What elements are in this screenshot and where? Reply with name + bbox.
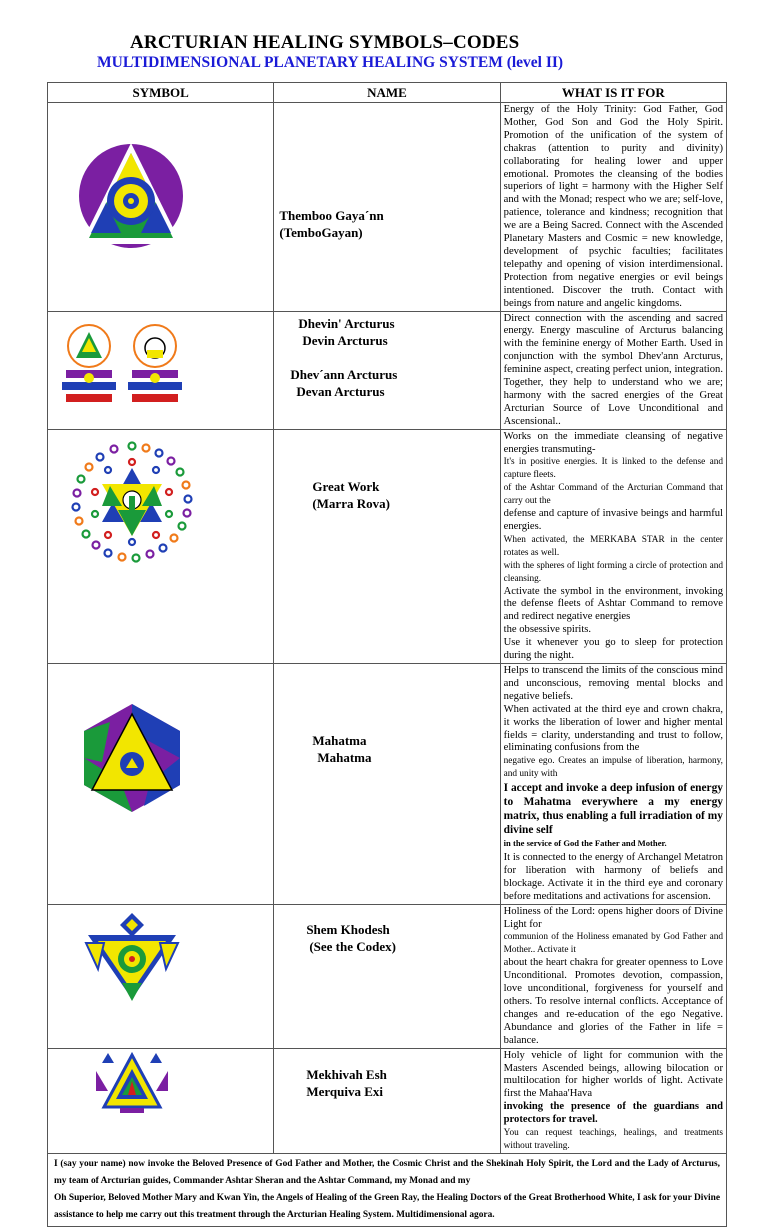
symbol-name-line: Dhevin' Arcturus [298,315,395,331]
symbol-name-line: Merquiva Exi [306,1083,384,1099]
document-title: ARCTURIAN HEALING SYMBOLS–CODES [130,32,520,53]
description-text: Energy of the Holy Trinity: God Father, God Mother, God Son and God the Holy Spirit. Promotion of the unification of the system of chakras (attention to purity and divinity) collaborating for healing lower and upper emotional. Promotes the cleansing of the bodies superiors of light = harmony with the Higher Self and with the Monad; respect who we are; self-love, patience, tolerance and kindness; recognition that we are a Being Sacred. Connect with the Ascended Planetary Masters and Cosmic = new knowledge, development of psychic faculties; facilitates telepathy and opening of vision interdimensional. Protection from negative energies or evil beings intentioned. Discover the truth. Contact with beings from nature and angelic kingdoms. [503,104,723,309]
table-row [48,103,727,312]
description-text: I accept and invoke a deep infusion of energy to Mahatma everywhere a my energy matrix, thus enabling a full irradiation of my divine self [503,782,723,837]
symbols-table [47,82,727,1227]
description-text: about the heart chakra for greater openness to Love Unconditional. Promotes devotion, compassion, love unconditional, forgiveness for yourself and others. To resolve internal conflicts. Acceptance of changes and re-education of the ego Negative. Abundance and glories of the Father in life = balance. [503,957,723,1046]
description-text: Activate the symbol in the environment, invoking the defense fleets of Ashtar Command to remove and redirect negative energies [503,585,723,623]
document-subtitle: MULTIDIMENSIONAL PLANETARY HEALING SYSTEM (level II) [97,54,564,71]
description-cell [500,103,726,312]
description-text: with the spheres of light forming a circle of protection and cleansing. [503,560,723,584]
symbol-name-line: Mekhivah Esh [306,1066,387,1082]
column-header-name: NAME [274,83,500,103]
symbol-cell [48,311,274,429]
invocation-cell [48,1153,727,1226]
description-text: Helps to transcend the limits of the conscious mind and unconscious, removing mental blocks and negative beliefs. [503,664,723,702]
name-cell [274,429,500,663]
symbol-cell [48,1048,274,1153]
name-cell [274,1048,500,1153]
invocation-text: I (say your name) now invoke the Beloved Presence of God Father and Mother, the Cosmic Christ and the Shekinah Holy Spirit, the Lord and the Lady of Arcturus, my team of Arcturian guides, Commander Ashtar Sheran and the Ashtar Command, my Monad and my [54,1158,720,1186]
description-text: invoking the presence of the guardians and protectors for travel. [503,1101,723,1126]
table-header-row [48,83,727,103]
description-text: It's in positive energies. It is linked to the defense and capture fleets. [503,457,723,481]
table-row [48,904,727,1048]
name-cell [274,663,500,904]
description-text: Use it whenever you go to sleep for protection during the night. [503,637,723,662]
description-text: When activated, the MERKABA STAR in the center rotates as well. [503,534,723,558]
invocation-text: Oh Superior, Beloved Mother Mary and Kwan Yin, the Angels of Healing of the Green Ray, the Healing Doctors of the Great Brotherhood White, I ask for your Divine assistance to help me carry out this treatment through the Arcturian Healing System. Multidimensional agora. [54,1192,720,1220]
symbol-name-line: (TemboGayan) [279,225,363,240]
symbol-name-line: Shem Khodesh [306,921,390,937]
symbol-cell [48,103,274,312]
symbol-name-line: Devan Arcturus [296,383,385,399]
symbol-name-line: Themboo Gaya´nn [279,208,384,223]
mekhivah-esh-symbol-icon [94,1051,170,1115]
description-text: Holy vehicle of light for communion with the Masters Ascended beings, allowing bilocation or multilocation for higher worlds of light. Activate first the Mahaa'Hava [503,1049,723,1100]
dhevin-arcturus-symbol-icon [58,322,120,404]
description-cell [500,1048,726,1153]
column-header-what: WHAT IS IT FOR [500,83,726,103]
description-text: defense and capture of invasive beings and harmful energies. [503,508,723,532]
column-header-symbol: SYMBOL [48,83,274,103]
symbol-name-line: (See the Codex) [309,938,396,954]
symbol-name-line: Mahatma [317,749,372,765]
description-text: You can request teachings, healings, and treatments without traveling. [503,1128,723,1151]
shem-khodesh-symbol-icon [82,911,182,1003]
description-cell [500,311,726,429]
name-cell [274,904,500,1048]
invocation-row [48,1153,727,1226]
symbol-name-line [298,349,397,366]
description-text: in the service of God the Father and Mother. [503,838,667,849]
description-text: negative ego. Creates an impulse of liberation, harmony, and unity with [503,756,723,780]
description-text: When activated at the third eye and crown chakra, it works the liberation of lower and higher mental fields = clarity, understanding and trust to follow, eliminating confusions from the [503,703,723,754]
symbol-cell [48,429,274,663]
symbol-cell [48,663,274,904]
symbol-cell [48,904,274,1048]
table-row [48,429,727,663]
symbol-name-line: (Marra Rova) [312,495,390,511]
themboo-gayann-symbol-icon [76,141,186,251]
symbol-name-line: Great Work [312,478,380,494]
description-cell [500,904,726,1048]
description-text: of the Ashtar Command of the Arcturian Command that carry out the [503,483,723,507]
table-row [48,311,727,429]
symbol-name-line: Mahatma [312,732,367,748]
name-cell [274,311,500,429]
symbol-name-line: Dhev´ann Arcturus [290,366,398,382]
name-cell [274,103,500,312]
description-text: communion of the Holiness emanated by God Father and Mother.. Activate it [503,932,723,956]
description-text: the obsessive spirits. [503,624,592,636]
description-text: It is connected to the energy of Archangel Metatron for liberation with harmony of beliefs and blockage. Activate it in the third eye and coronary before meditations and activations for ascension. [503,852,723,902]
description-text: Holiness of the Lord: opens higher doors of Divine Light for [503,905,723,930]
dhevann-arcturus-symbol-icon [124,322,186,404]
description-cell [500,429,726,663]
symbol-name-line: Devin Arcturus [302,332,388,348]
description-cell [500,663,726,904]
description-text: Direct connection with the ascending and sacred energy. Energy masculine of Arcturus balancing with the feminine energy of Mother Earth. Used in conjunction with the symbol Dhev'ann Arcturus, feminine aspect, creating perfect union, integration. Together, they help to understand who we are; harmony with the sacred energies of the Great Arcturian Source of Love Unconditional and Ascensional.. [503,312,723,427]
mahatma-symbol-icon [80,702,184,812]
description-text: Works on the immediate cleansing of negative energies transmuting- [503,430,723,455]
great-work-symbol-icon [70,440,194,564]
table-row [48,663,727,904]
table-row [48,1048,727,1153]
